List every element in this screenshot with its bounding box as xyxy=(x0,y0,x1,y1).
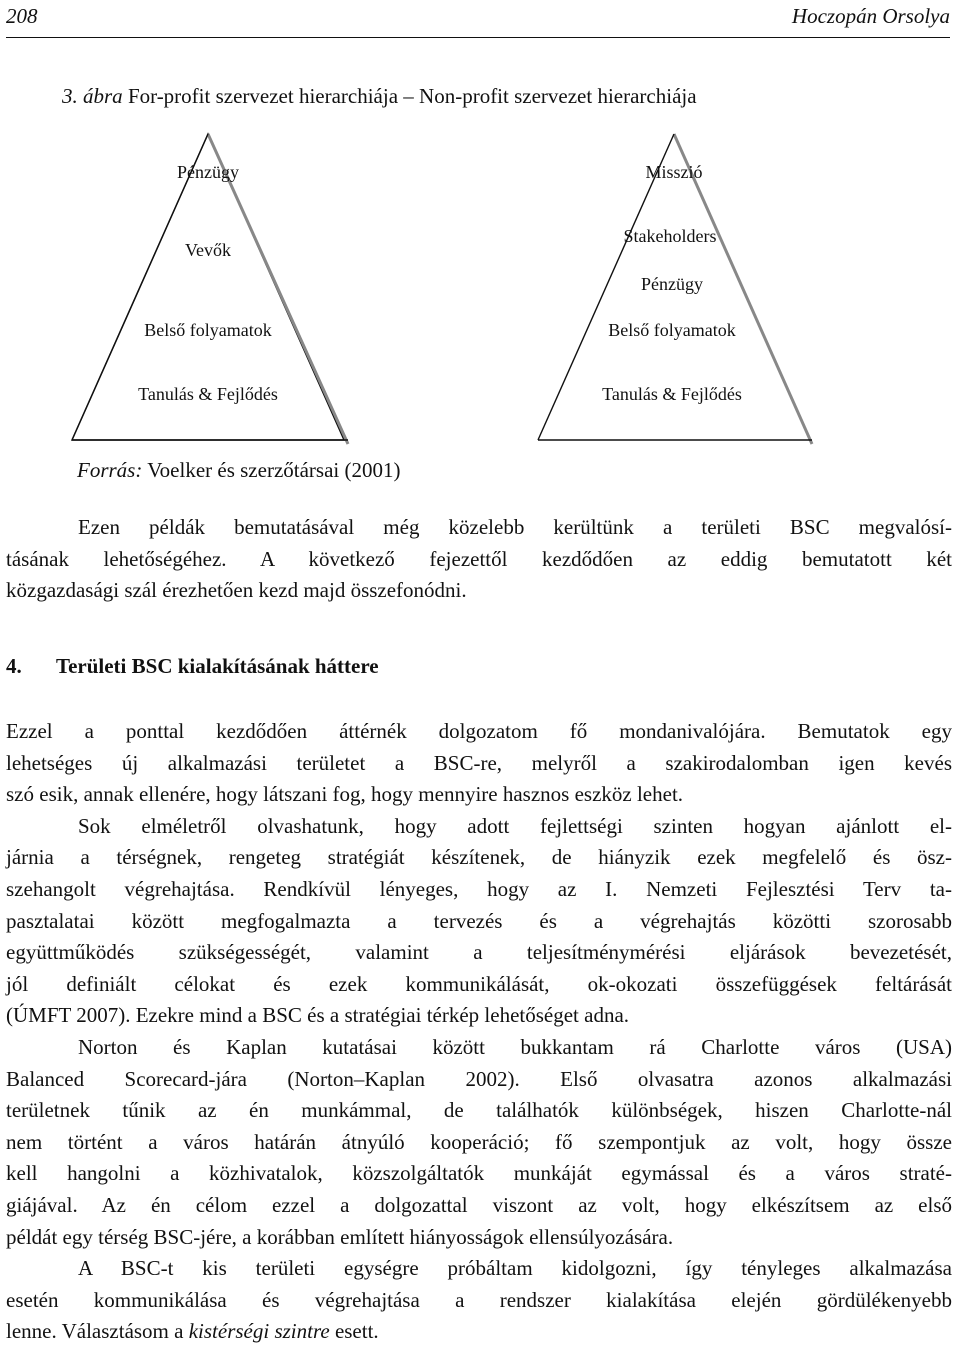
text-line: Sok elméletről olvashatunk, hogy adott fejlettségi szinten hogyan ajánlott el- xyxy=(78,813,952,838)
right-level-1: Misszió xyxy=(645,162,703,182)
left-level-3: Belső folyamatok xyxy=(144,320,272,340)
pyramid-diagram xyxy=(60,128,880,448)
text-line: nem történt a város határán átnyúló kooperáció; fő szempontjuk az volt, hogy össze xyxy=(6,1129,952,1154)
section-title: Területi BSC kialakításának háttere xyxy=(56,654,379,678)
text-line: Norton és Kaplan kutatásai között bukkantam rá Charlotte város (USA) xyxy=(78,1034,952,1059)
text-line: kell hangolni a közhivatalok, közszolgáltatók munkáját egymással és a város straté- xyxy=(6,1161,952,1186)
section-number: 4. xyxy=(6,654,22,678)
text-line: járnia a térségnek, rengeteg stratégiát készítenek, de hiányzik ezek megfelelő és ösz- xyxy=(6,845,952,870)
text-line: Balanced Scorecard-jára (Norton–Kaplan 2002). Első olvasatra azonos alkalmazási xyxy=(6,1066,952,1091)
text-line: szó esik, annak ellenére, hogy látszani fog, hogy mennyire hasznos eszköz lehet. xyxy=(6,782,684,807)
text-line: tásának lehetőségéhez. A következő fejezettől kezdődően az eddig bemutatott két xyxy=(6,546,952,571)
text-line: A BSC-t kis területi egységre próbáltam kidolgozni, így tényleges alkalmazása xyxy=(78,1256,952,1281)
right-level-5: Tanulás & Fejlődés xyxy=(602,384,742,404)
right-level-3: Pénzügy xyxy=(641,274,703,294)
page-header xyxy=(6,4,950,34)
right-level-2: Stakeholders xyxy=(623,226,717,246)
figure-title: For-profit szervezet hierarchiája – Non-profit szervezet hierarchiája xyxy=(127,84,697,108)
pyramid-figure xyxy=(60,128,880,448)
text-line: lehetséges új alkalmazási területet a BSC-re, melyről a szakirodalomban igen kevés xyxy=(6,750,952,775)
text-line: együttműködés szükségességét, valamint a teljesítménymérési eljárások bevezetését, xyxy=(6,940,952,965)
header-rule xyxy=(6,37,950,38)
text-line: giájával. Az én célom ezzel a dolgozattal viszont az volt, hogy elkészítsem az első xyxy=(6,1192,952,1217)
source-text: Voelker és szerzőtársai (2001) xyxy=(147,458,401,482)
text-line: Ezzel a ponttal kezdődően áttérnék dolgozatom fő mondanivalójára. Bemutatok egy xyxy=(6,719,952,743)
figure-caption xyxy=(62,84,697,109)
source-label: Forrás: xyxy=(77,458,143,482)
text-line-last xyxy=(6,1316,952,1348)
text-line: esetén kommunikálása és végrehajtása a rendszer kialakítása elején gördülékenyebb xyxy=(6,1287,952,1312)
right-level-4: Belső folyamatok xyxy=(608,320,736,340)
intro-paragraph xyxy=(6,512,952,607)
running-author: Hoczopán Orsolya xyxy=(791,4,950,28)
text-line: Ezen példák bemutatásával még közelebb kerültünk a területi BSC megvalósí- xyxy=(78,515,952,539)
last-line-italic: kistérségi szintre xyxy=(188,1319,330,1344)
last-line-end: esett. xyxy=(329,1319,379,1344)
text-line: szehangolt végrehajtása. Rendkívül lényeges, hogy az I. Nemzeti Fejlesztési Terv ta- xyxy=(6,876,952,901)
figure-source xyxy=(77,458,400,483)
section-heading xyxy=(6,654,379,679)
text-line: példát egy térség BSC-jére, a korábban említett hiányosságok ellensúlyozására. xyxy=(6,1224,674,1249)
text-line: területnek tűnik az én munkámmal, de találhatók különbségek, hiszen Charlotte-nál xyxy=(6,1098,952,1123)
left-level-1: Pénzügy xyxy=(177,162,239,182)
left-level-2: Vevők xyxy=(185,240,231,260)
body-text xyxy=(6,716,952,1348)
last-line-start: lenne. Választásom a xyxy=(6,1319,189,1344)
text-line: közgazdasági szál érezhetően kezd majd összefonódni. xyxy=(6,578,467,603)
text-line: jól definiált célokat és ezek kommunikálását, ok-okozati összefüggések feltárását xyxy=(6,971,952,996)
text-line: (ÚMFT 2007). Ezekre mind a BSC és a stratégiai térkép lehetőséget adna. xyxy=(6,1003,630,1028)
figure-label: 3. ábra xyxy=(62,84,123,108)
text-line: pasztalatai között megfogalmazta a tervezés és a végrehajtás közötti szorosabb xyxy=(6,908,952,933)
page-number: 208 xyxy=(6,4,38,28)
left-level-4: Tanulás & Fejlődés xyxy=(138,384,278,404)
